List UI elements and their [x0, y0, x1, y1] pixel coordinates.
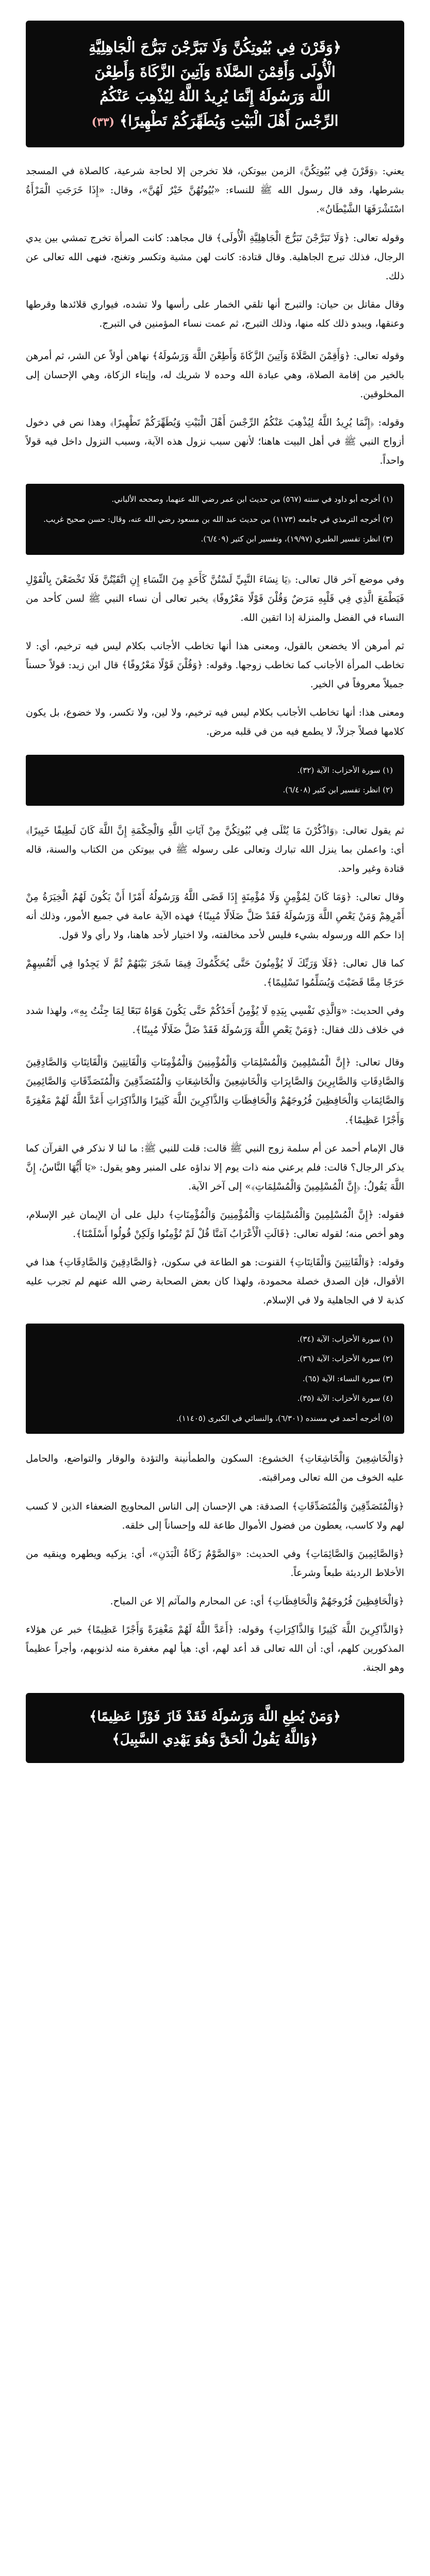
paragraph: وقوله تعالى: ﴿وَأَقِمْنَ الصَّلَاةَ وَآتِينَ الزَّكَاةَ وَأَطِعْنَ اللَّهَ وَرَسُولَهُ﴾ نهاهن أولاً عن الشر، ثم أمرهن بالخير من إقامة الصلاة، وهي عبادة الله وحده لا شريك له، وإيتاء الزكاة، وهي الإحسان إلى المخلوقين. [26, 350, 404, 400]
closing-ayah-banner [26, 1693, 404, 1763]
closing-section [26, 1449, 404, 1677]
footnote: (٣) سورة النساء: الآية (٦٥). [302, 1374, 393, 1383]
closing-ayah-line-2: ﴿وَاللَّهُ يَقُولُ الْحَقَّ وَهُوَ يَهْدِي السَّبِيلَ﴾ [112, 1732, 318, 1748]
paragraph: ثم يقول تعالى: ﴿وَاذْكُرْنَ مَا يُتْلَى فِي بُيُوتِكُنَّ مِنْ آيَاتِ اللَّهِ وَالْحِكْمَةِ إِنَّ اللَّهَ كَانَ لَطِيفًا خَبِيرًا﴾ أي: واعملن بما ينزل الله تبارك وتعالى على رسوله ﷺ في بيوتكن من الكتاب والسنة، قاله قتادة وغير واحد. [26, 824, 404, 874]
ayah-line-3: اللَّهَ وَرَسُولَهُ إِنَّمَا يُرِيدُ اللَّهُ لِيُذْهِبَ عَنْكُمُ [100, 88, 330, 105]
footnote: (٢) أخرجه الترمذي في جامعه (١١٧٣) من حديث عبد الله بن مسعود رضي الله عنه، وقال: حسن صحيح غريب. [43, 514, 393, 524]
paragraph: وفي موضع آخر قال تعالى: ﴿يَا نِسَاءَ النَّبِيِّ لَسْتُنَّ كَأَحَدٍ مِنَ النِّسَاءِ إِنِ اتَّقَيْتُنَّ فَلَا تَخْضَعْنَ بِالْقَوْلِ فَيَطْمَعَ الَّذِي فِي قَلْبِهِ مَرَضٌ وَقُلْنَ قَوْلًا مَعْرُوفًا﴾ يخبر تعالى أن نساء النبي ﷺ لسن كأحد من النساء في الفضل والمنزلة إذا اتقين الله. [26, 573, 404, 623]
commentary-section-2 [26, 347, 404, 470]
paragraph: ﴿وَالذَّاكِرِينَ اللَّهَ كَثِيرًا وَالذَّاكِرَاتِ﴾ وقوله: ﴿أَعَدَّ اللَّهُ لَهُمْ مَغْفِرَةً وَأَجْرًا عَظِيمًا﴾ خبر عن هؤلاء المذكورين كلهم، أي: أن الله تعالى قد أعد لهم، أي: هيأ لهم مغفرة منه لذنوبهم، وأجراً عظيماً وهو الجنة. [26, 1623, 404, 1673]
footnote: (٢) انظر: تفسير ابن كثير (٦/٤٠٨). [283, 785, 393, 795]
footnote: (٤) سورة الأحزاب: الآية (٣٥). [297, 1394, 393, 1403]
paragraph: وقوله: ﴿إِنَّمَا يُرِيدُ اللَّهُ لِيُذْهِبَ عَنْكُمُ الرِّجْسَ أَهْلَ الْبَيْتِ وَيُطَهِّرَكُمْ تَطْهِيرًا﴾ وهذا نص في دخول أزواج النبي ﷺ في أهل البيت هاهنا؛ لأنهن سبب نزول هذه الآية، وسبب النزول داخل فيه قولاً واحداً. [26, 416, 404, 466]
footnote: (١) سورة الأحزاب: الآية (٣٤). [297, 1334, 393, 1344]
footnote: (١) أخرجه أبو داود في سننه (٥٦٧) من حديث ابن عمر رضي الله عنهما، وصححه الألباني. [111, 495, 393, 504]
ayah-line-4 [41, 109, 389, 133]
footnote: (٢) سورة الأحزاب: الآية (٣٦). [297, 1354, 393, 1364]
paragraph: وفي الحديث: «وَالَّذِي نَفْسِي بِيَدِهِ لَا يُؤْمِنُ أَحَدُكُمْ حَتَّى يَكُونَ هَوَاهُ تَبَعًا لِمَا جِئْتُ بِهِ»، ولهذا شدد في خلاف ذلك فقال: ﴿وَمَنْ يَعْصِ اللَّهَ وَرَسُولَهُ فَقَدْ ضَلَّ ضَلَالًا مُبِينًا﴾. [26, 1005, 404, 1036]
ayah-line-1: ﴿وَقَرْنَ فِي بُيُوتِكُنَّ وَلَا تَبَرَّجْنَ تَبَرُّجَ الْجَاهِلِيَّةِ [89, 39, 341, 56]
footnotes-block-2 [26, 755, 404, 806]
paragraph: ﴿وَالصَّائِمِينَ وَالصَّائِمَاتِ﴾ وفي الحديث: «وَالصَّوْمُ زَكَاةُ الْبَدَنِ»، أي: يزكيه ويطهره وينقيه من الأخلاط الرديئة طبعاً وشرعاً. [26, 1548, 404, 1579]
paragraph: ومعنى هذا: أنها تخاطب الأجانب بكلام ليس فيه ترخيم، ولا لين، ولا تكسر، ولا خضوع، بل يكون كلامها فصلاً جزلاً، لا يطمع فيه من في قلبه مرض. [26, 706, 404, 737]
ayah-ref: (٣٣) [91, 115, 115, 129]
paragraph: وقال مقاتل بن حيان: والتبرج أنها تلقي الخمار على رأسها ولا تشده، فيواري قلائدها وقرطها وعنقها، ويبدو ذلك كله منها، وذلك التبرج، ثم عمت نساء المؤمنين في التبرج. [26, 298, 404, 329]
footnote: (٥) أخرجه أحمد في مسنده (٦/٣٠١)، والنسائي في الكبرى (١١٤٠٥). [176, 1413, 393, 1423]
paragraph: ﴿وَالْمُتَصَدِّقِينَ وَالْمُتَصَدِّقَاتِ﴾ الصدقة: هي الإحسان إلى الناس المحاويج الضعفاء الذين لا كسب لهم ولا كاسب، يعطون من فضول الأموال طاعة لله وإحساناً إلى خلقه. [26, 1500, 404, 1531]
paragraph: يعني: ﴿وَقَرْنَ فِي بُيُوتِكُنَّ﴾ الزمن بيوتكن، فلا تخرجن إلا لحاجة شرعية، كالصلاة في المسجد بشرطها، وقد قال رسول الله ﷺ للنساء: «بُيُوتُهُنَّ خَيْرٌ لَهُنَّ»، وقال: «إِذَا خَرَجَتِ الْمَرْأَةُ اسْتَشْرَفَهَا الشَّيْطَانُ». [26, 165, 404, 215]
footnotes-block-1 [26, 484, 404, 555]
paragraph: وقوله تعالى: ﴿وَلَا تَبَرَّجْنَ تَبَرُّجَ الْجَاهِلِيَّةِ الْأُولَى﴾ قال مجاهد: كانت المرأة تخرج تمشي بين يدي الرجال، فذلك تبرج الجاهلية. وقال قتادة: كانت لهن مشية وتكسر وتغنج، فنهى الله تعالى عن ذلك. [26, 232, 404, 282]
paragraph: وقال تعالى: ﴿وَمَا كَانَ لِمُؤْمِنٍ وَلَا مُؤْمِنَةٍ إِذَا قَضَى اللَّهُ وَرَسُولُهُ أَمْرًا أَنْ يَكُونَ لَهُمُ الْخِيَرَةُ مِنْ أَمْرِهِمْ وَمَنْ يَعْصِ اللَّهَ وَرَسُولَهُ فَقَدْ ضَلَّ ضَلَالًا مُبِينًا﴾ فهذه الآية عامة في جميع الأمور، وذلك أنه إذا حكم الله ورسوله بشيء فليس لأحد مخالفته، ولا اختيار لأحد هاهنا، ولا رأي ولا قول. [26, 891, 404, 941]
paragraph: كما قال تعالى: ﴿فَلَا وَرَبِّكَ لَا يُؤْمِنُونَ حَتَّى يُحَكِّمُوكَ فِيمَا شَجَرَ بَيْنَهُمْ ثُمَّ لَا يَجِدُوا فِي أَنْفُسِهِمْ حَرَجًا مِمَّا قَضَيْتَ وَيُسَلِّمُوا تَسْلِيمًا﴾. [26, 958, 404, 989]
ayah-banner [26, 21, 404, 147]
paragraph: فقوله: ﴿إِنَّ الْمُسْلِمِينَ وَالْمُسْلِمَاتِ وَالْمُؤْمِنِينَ وَالْمُؤْمِنَاتِ﴾ دليل على أن الإيمان غير الإسلام، وهو أخص منه؛ لقوله تعالى: ﴿قَالَتِ الْأَعْرَابُ آمَنَّا قُلْ لَمْ تُؤْمِنُوا وَلَكِنْ قُولُوا أَسْلَمْنَا﴾. [26, 1209, 404, 1240]
commentary-section-5 [26, 1053, 404, 1310]
paragraph: قال الإمام أحمد عن أم سلمة زوج النبي ﷺ قالت: قلت للنبي ﷺ: ما لنا لا نذكر في القرآن كما يذكر الرجال؟ قالت: فلم يرعني منه ذات يوم إلا نداؤه على المنبر وهو يقول: «يَا أَيُّهَا النَّاسُ، إِنَّ اللَّهَ يَقُولُ: ﴿إِنَّ الْمُسْلِمِينَ وَالْمُسْلِمَاتِ﴾» إلى آخر الآية. [26, 1142, 404, 1192]
footnote: (٣) انظر: تفسير الطبري (١٩/٩٧)، وتفسير ابن كثير (٦/٤٠٩). [201, 534, 393, 544]
commentary-section-1 [26, 162, 404, 333]
paragraph: ثم أمرهن ألا يخضعن بالقول، ومعنى هذا أنها تخاطب الأجانب بكلام ليس فيه ترخيم، أي: لا تخاطب المرأة الأجانب كما تخاطب زوجها. وقوله: ﴿وَقُلْنَ قَوْلًا مَعْرُوفًا﴾ قال ابن زيد: قولاً حسناً جميلاً معروفاً في الخير. [26, 640, 404, 690]
closing-ayah-line-1: ﴿وَمَنْ يُطِعِ اللَّهَ وَرَسُولَهُ فَقَدْ فَازَ فَوْزًا عَظِيمًا﴾ [89, 1708, 341, 1724]
commentary-section-3 [26, 570, 404, 741]
footnote: (١) سورة الأحزاب: الآية (٣٢). [297, 765, 393, 775]
ayah-line-4-text: الرِّجْسَ أَهْلَ الْبَيْتِ وَيُطَهِّرَكُمْ تَطْهِيرًا﴾ [119, 112, 339, 129]
footnotes-block-3 [26, 1324, 404, 1434]
paragraph: وقال تعالى: ﴿إِنَّ الْمُسْلِمِينَ وَالْمُسْلِمَاتِ وَالْمُؤْمِنِينَ وَالْمُؤْمِنَاتِ وَالْقَانِتِينَ وَالْقَانِتَاتِ وَالصَّادِقِينَ وَالصَّادِقَاتِ وَالصَّابِرِينَ وَالصَّابِرَاتِ وَالْخَاشِعِينَ وَالْخَاشِعَاتِ وَالْمُتَصَدِّقِينَ وَالْمُتَصَدِّقَاتِ وَالصَّائِمِينَ وَالصَّائِمَاتِ وَالْحَافِظِينَ فُرُوجَهُمْ وَالْحَافِظَاتِ وَالذَّاكِرِينَ اللَّهَ كَثِيرًا وَالذَّاكِرَاتِ أَعَدَّ اللَّهُ لَهُمْ مَغْفِرَةً وَأَجْرًا عَظِيمًا﴾. [26, 1057, 404, 1126]
paragraph: وقوله: ﴿وَالْقَانِتِينَ وَالْقَانِتَاتِ﴾ القنوت: هو الطاعة في سكون، ﴿وَالصَّادِقِينَ وَالصَّادِقَاتِ﴾ هذا في الأقوال، فإن الصدق خصلة محمودة، ولهذا كان بعض الصحابة رضي الله عنهم لم تجرب عليه كذبة لا في الجاهلية ولا في الإسلام. [26, 1256, 404, 1306]
commentary-section-4 [26, 821, 404, 1040]
paragraph: ﴿وَالْخَاشِعِينَ وَالْخَاشِعَاتِ﴾ الخشوع: السكون والطمأنينة والتؤدة والوقار والتواضع، والحامل عليه الخوف من الله تعالى ومراقبته. [26, 1453, 404, 1484]
ayah-line-2: الْأُولَى وَأَقِمْنَ الصَّلَاةَ وَآتِينَ الزَّكَاةَ وَأَطِعْنَ [94, 63, 336, 80]
paragraph: ﴿وَالْحَافِظِينَ فُرُوجَهُمْ وَالْحَافِظَاتِ﴾ أي: عن المحارم والمآثم إلا عن المباح. [110, 1595, 404, 1607]
